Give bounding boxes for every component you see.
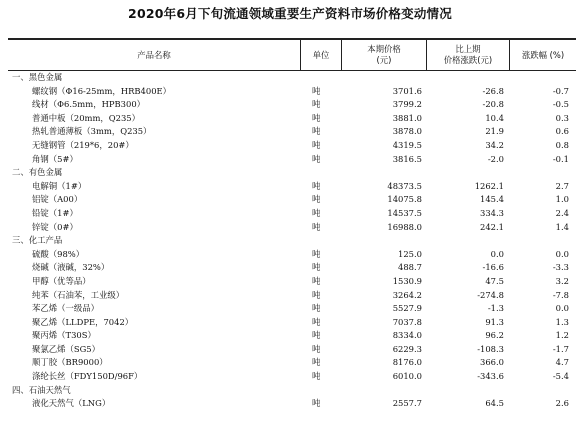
change-cell: 242.1: [480, 221, 504, 232]
product-name: 烧碱（液碱，32%）: [32, 262, 110, 273]
category-row: [8, 166, 576, 180]
unit-cell: 吨: [312, 398, 321, 409]
percent-cell: 2.6: [555, 398, 569, 409]
product-name: 硫酸（98%）: [32, 248, 85, 259]
product-name: 无缝钢管（219*6，20#）: [32, 139, 134, 150]
unit-cell: 吨: [312, 316, 321, 327]
price-cell: 5527.9: [392, 303, 422, 314]
table-row: [8, 248, 576, 262]
percent-cell: 0.6: [555, 126, 569, 137]
product-name: 纯苯（石油苯，工业级）: [32, 289, 125, 300]
product-name: 顺丁胶（BR9000）: [32, 357, 108, 368]
unit-cell: 吨: [312, 303, 321, 314]
table-row: [8, 316, 576, 330]
unit-cell: 吨: [312, 289, 321, 300]
price-cell: 7037.8: [392, 316, 422, 327]
change-cell: 10.4: [485, 112, 504, 123]
percent-cell: 1.4: [555, 221, 569, 232]
unit-cell: 吨: [312, 275, 321, 286]
product-name: 铅锭（1#）: [32, 207, 78, 218]
change-cell: 91.3: [485, 316, 504, 327]
price-cell: 16988.0: [387, 221, 422, 232]
percent-cell: -1.7: [552, 343, 569, 354]
price-cell: 14075.8: [387, 194, 422, 205]
percent-cell: -0.1: [552, 153, 569, 164]
unit-cell: 吨: [312, 343, 321, 354]
unit-cell: 吨: [312, 126, 321, 137]
table-row: [8, 180, 576, 194]
unit-cell: 吨: [312, 99, 321, 110]
product-name: 普通中板（20mm，Q235）: [32, 112, 141, 123]
change-cell: 1262.1: [474, 180, 504, 191]
table-row: [8, 356, 576, 370]
price-cell: 3878.0: [392, 126, 422, 137]
category-name: 三、化工产品: [12, 235, 63, 246]
change-cell: 64.5: [485, 398, 504, 409]
percent-cell: -0.7: [552, 85, 569, 96]
change-cell: -20.8: [482, 99, 504, 110]
price-cell: 6229.3: [392, 343, 422, 354]
percent-cell: -0.5: [552, 99, 569, 110]
unit-cell: 吨: [312, 330, 321, 341]
change-cell: 0.0: [490, 248, 504, 259]
unit-cell: 吨: [312, 180, 321, 191]
category-row: [8, 384, 576, 398]
table-body: [8, 71, 576, 411]
percent-cell: 0.0: [555, 248, 569, 259]
percent-cell: -5.4: [552, 371, 569, 382]
header-change-percent: 涨跌幅 (%): [521, 49, 565, 60]
category-name: 四、石油天然气: [12, 384, 71, 395]
table-row: [8, 221, 576, 235]
table-row: [8, 329, 576, 343]
price-cell: 48373.5: [387, 180, 422, 191]
product-name: 液化天然气（LNG）: [32, 398, 111, 409]
product-name: 苯乙烯（一级品）: [32, 303, 99, 314]
unit-cell: 吨: [312, 262, 321, 273]
percent-cell: 0.3: [555, 112, 569, 123]
percent-cell: 2.7: [555, 180, 569, 191]
unit-cell: 吨: [312, 194, 321, 205]
table-row: [8, 85, 576, 99]
change-cell: 34.2: [485, 139, 504, 150]
product-name: 铝锭（A00）: [32, 194, 83, 205]
percent-cell: 0.0: [555, 303, 569, 314]
page-title: 2020年6月下旬流通领域重要生产资料市场价格变动情况: [128, 6, 452, 21]
percent-cell: 1.0: [555, 194, 569, 205]
unit-cell: 吨: [312, 153, 321, 164]
price-cell: 6010.0: [392, 371, 422, 382]
change-cell: -2.0: [487, 153, 504, 164]
percent-cell: -7.8: [552, 289, 569, 300]
percent-cell: 1.2: [555, 330, 569, 341]
unit-cell: 吨: [312, 207, 321, 218]
percent-cell: 0.8: [555, 139, 569, 150]
price-cell: 4319.5: [392, 139, 422, 150]
percent-cell: 2.4: [555, 207, 569, 218]
product-name: 螺纹钢（Φ16-25mm，HRB400E）: [32, 85, 172, 96]
price-cell: 8334.0: [392, 330, 422, 341]
header-current-price: 本期价格 (元): [367, 44, 401, 65]
category-row: [8, 71, 576, 85]
change-cell: -1.3: [487, 303, 504, 314]
table-row: [8, 261, 576, 275]
change-cell: 21.9: [485, 126, 504, 137]
change-cell: -26.8: [482, 85, 504, 96]
change-cell: 366.0: [480, 357, 504, 368]
price-cell: 1530.9: [392, 275, 422, 286]
header-unit: 单位: [312, 49, 330, 60]
product-name: 电解铜（1#）: [32, 180, 87, 191]
product-name: 聚丙烯（T30S）: [32, 330, 96, 341]
header-product-name: 产品名称: [137, 49, 171, 60]
price-cell: 3701.6: [392, 85, 422, 96]
table-row: [8, 289, 576, 303]
price-cell: 488.7: [398, 262, 422, 273]
unit-cell: 吨: [312, 112, 321, 123]
table-row: [8, 207, 576, 221]
table-row: [8, 343, 576, 357]
product-name: 锌锭（0#）: [32, 221, 78, 232]
unit-cell: 吨: [312, 248, 321, 259]
product-name: 甲醇（优等品）: [32, 275, 91, 286]
percent-cell: 4.7: [555, 357, 569, 368]
table-row: [8, 112, 576, 126]
unit-cell: 吨: [312, 371, 321, 382]
price-cell: 8176.0: [392, 357, 422, 368]
table-row: [8, 193, 576, 207]
table-row: [8, 370, 576, 384]
table-row: [8, 302, 576, 316]
product-name: 涤纶长丝（FDY150D/96F）: [32, 371, 143, 382]
price-cell: 2557.7: [392, 398, 422, 409]
change-cell: -108.3: [477, 343, 504, 354]
price-cell: 3799.2: [392, 99, 422, 110]
product-name: 线材（Φ6.5mm，HPB300）: [32, 99, 146, 110]
table-row: [8, 98, 576, 112]
table-row: [8, 125, 576, 139]
header-price-change: 比上期 价格涨跌(元): [443, 44, 493, 65]
product-name: 角钢（5#）: [32, 153, 78, 164]
category-name: 二、有色金属: [12, 167, 63, 178]
percent-cell: -3.3: [552, 262, 569, 273]
change-cell: 334.3: [480, 207, 504, 218]
change-cell: 96.2: [485, 330, 504, 341]
change-cell: -343.6: [477, 371, 504, 382]
price-cell: 3816.5: [392, 153, 422, 164]
change-cell: -16.6: [482, 262, 504, 273]
price-cell: 3264.2: [392, 289, 422, 300]
unit-cell: 吨: [312, 139, 321, 150]
product-name: 热轧普通薄板（3mm，Q235）: [32, 126, 152, 137]
unit-cell: 吨: [312, 221, 321, 232]
unit-cell: 吨: [312, 85, 321, 96]
table-row: [8, 397, 576, 411]
change-cell: 47.5: [485, 275, 504, 286]
price-cell: 3881.0: [392, 112, 422, 123]
change-cell: 145.4: [480, 194, 504, 205]
table-row: [8, 139, 576, 153]
change-cell: -274.8: [477, 289, 504, 300]
unit-cell: 吨: [312, 357, 321, 368]
table-row: [8, 275, 576, 289]
category-name: 一、黑色金属: [12, 72, 63, 82]
percent-cell: 3.2: [555, 275, 569, 286]
price-cell: 125.0: [398, 248, 422, 259]
table-row: [8, 153, 576, 167]
product-name: 聚乙烯（LLDPE，7042）: [32, 316, 134, 327]
price-cell: 14537.5: [387, 207, 422, 218]
percent-cell: 1.3: [555, 316, 569, 327]
product-name: 聚氯乙烯（SG5）: [32, 343, 101, 354]
category-row: [8, 234, 576, 248]
